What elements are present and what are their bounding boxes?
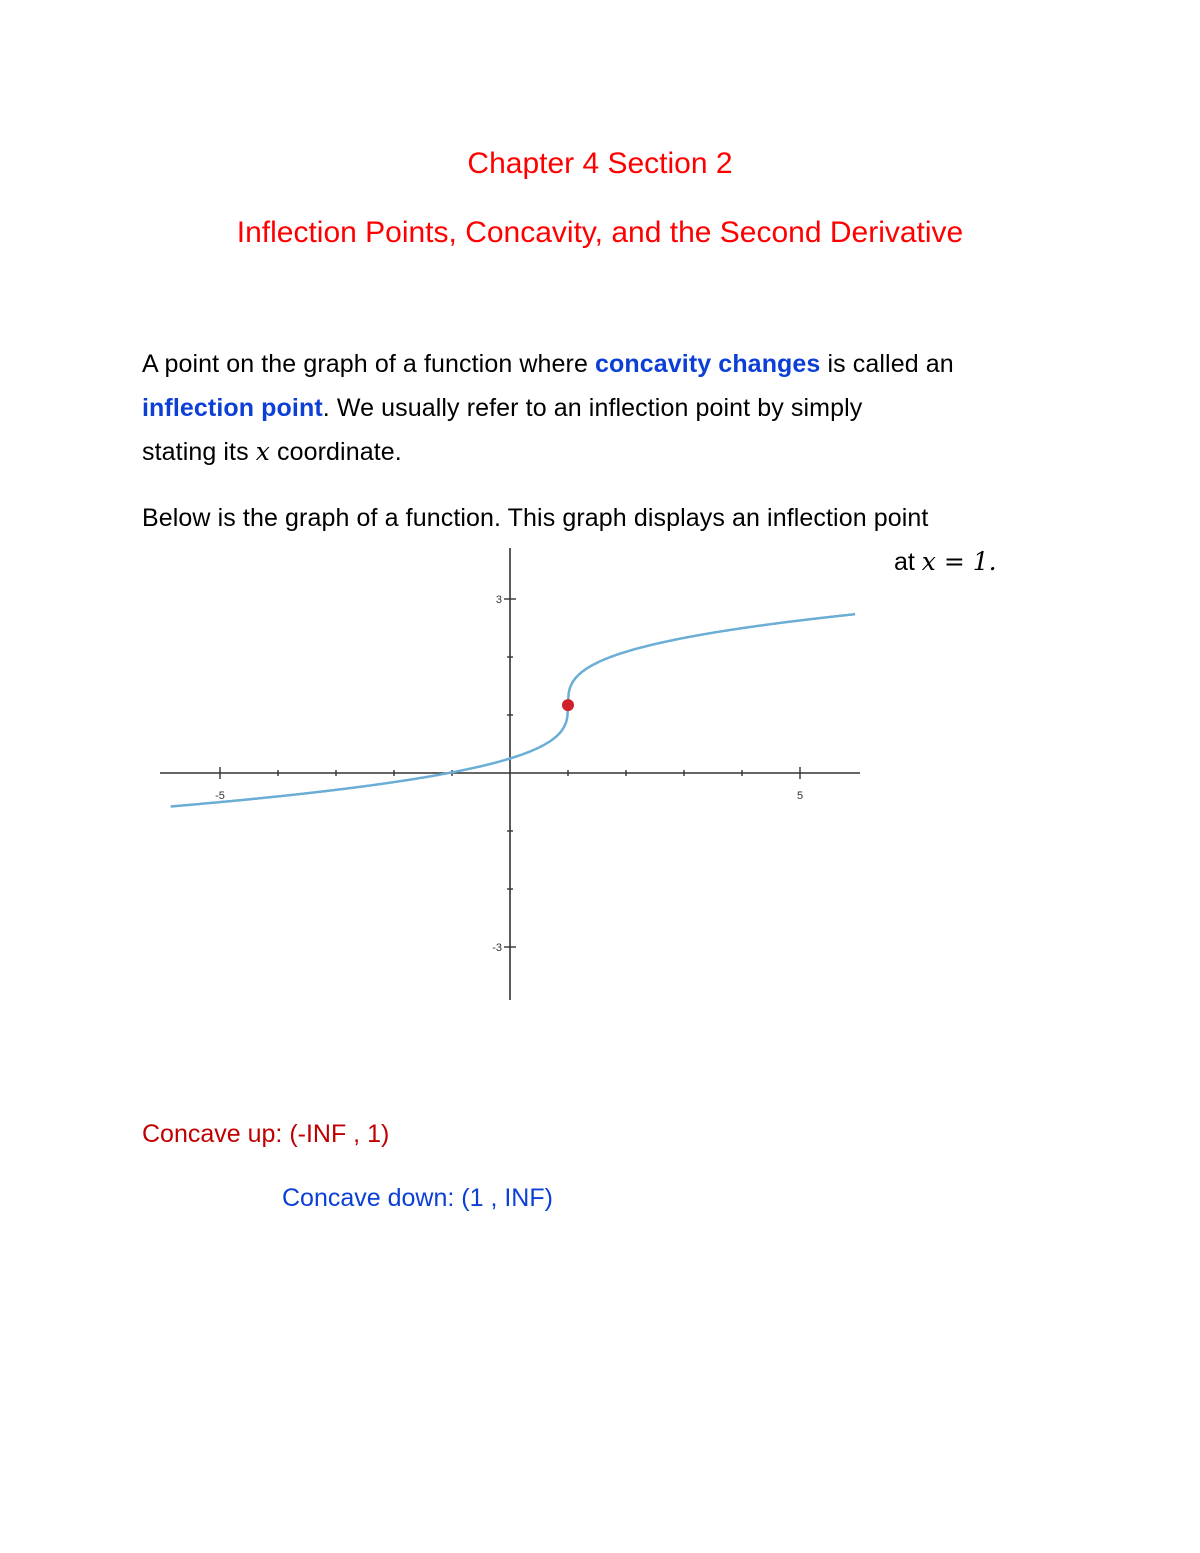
x-tick-label: 5 (796, 790, 804, 802)
concave-down-interval: Concave down: (1 , INF) (282, 1184, 553, 1212)
intro-text: A point on the graph of a function where (142, 350, 596, 378)
intro-text: coordinate. (269, 438, 402, 466)
inflection-location (894, 540, 997, 584)
term-concavity-changes: concavity changes (595, 350, 821, 378)
y-tick-label: -3 (492, 942, 502, 954)
x-tick-label: -5 (215, 790, 225, 802)
at-word: at (894, 548, 922, 576)
intro-text: stating its (142, 438, 256, 466)
graph-tick-labels (215, 594, 803, 954)
inflection-equation: x = 1. (921, 547, 997, 576)
function-curve (171, 614, 855, 806)
intro-text: . We usually refer to an inflection point by simply (322, 394, 863, 422)
chapter-title: Chapter 4 Section 2 (467, 147, 733, 180)
graph-intro-text: Below is the graph of a function. This graph displays an inflection point (142, 504, 929, 532)
y-tick-label: 3 (495, 594, 502, 606)
section-title: Inflection Points, Concavity, and the Second Derivative (236, 216, 964, 249)
intro-text: is called an (820, 350, 954, 378)
inflection-point-marker (562, 699, 574, 711)
concave-up-interval: Concave up: (-INF , 1) (142, 1120, 390, 1148)
graph-axes (160, 548, 860, 1000)
math-variable-x: x (255, 437, 270, 466)
term-inflection-point: inflection point (142, 394, 323, 422)
